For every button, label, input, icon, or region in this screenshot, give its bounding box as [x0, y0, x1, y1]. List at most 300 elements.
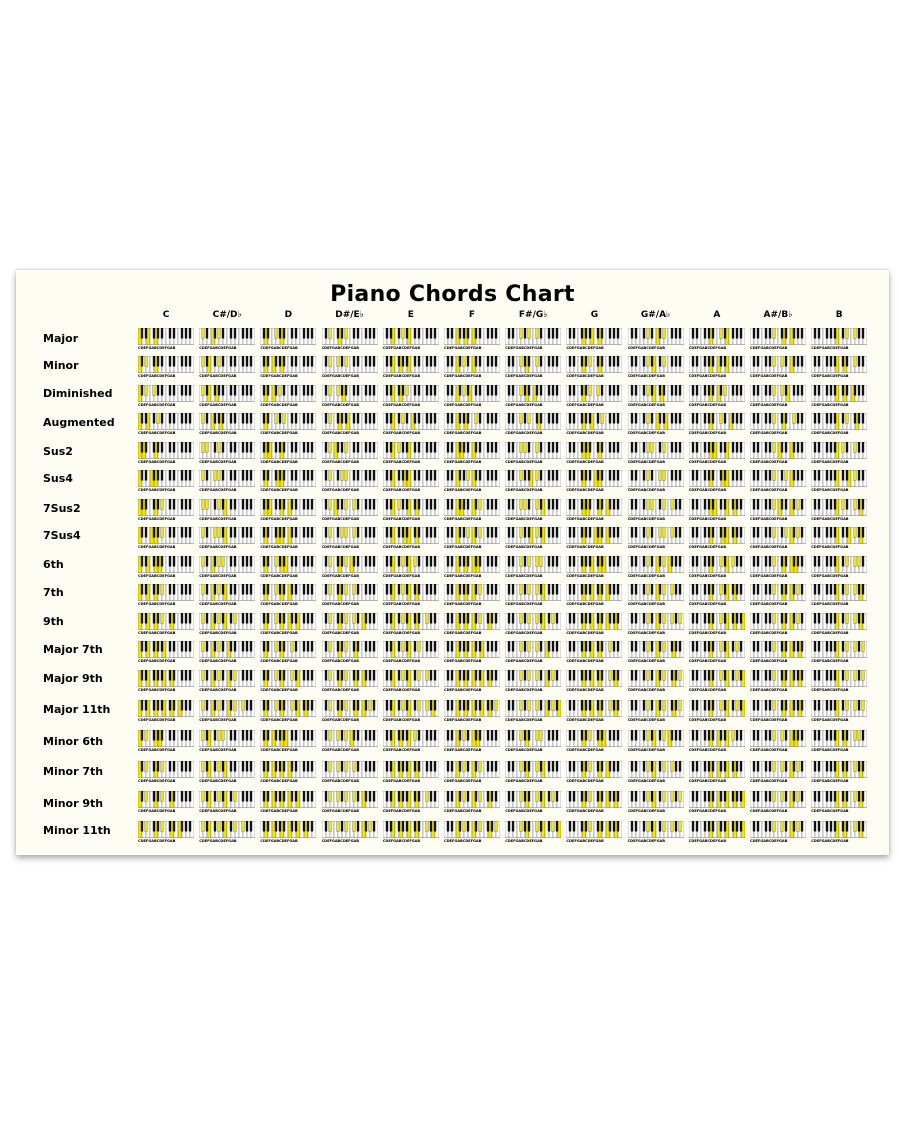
pressed-black-key — [646, 499, 648, 510]
note-names: CDEFGABCDEFGAB — [260, 659, 298, 663]
black-key — [250, 356, 252, 367]
black-key — [613, 499, 615, 510]
black-key — [846, 442, 848, 453]
black-key — [757, 730, 759, 741]
black-key — [830, 442, 832, 453]
black-key — [459, 584, 461, 595]
black-key — [234, 442, 236, 453]
note-names: CDEFGABCDEFGAB — [138, 460, 176, 464]
black-key — [858, 584, 860, 595]
black-key — [263, 556, 265, 567]
keyboard-diagram — [505, 584, 561, 601]
note-names: CDEFGABCDEFGAB — [811, 602, 849, 606]
black-key — [336, 700, 338, 711]
black-key — [650, 584, 652, 595]
pressed-black-key — [520, 356, 522, 367]
black-key — [390, 556, 392, 567]
black-key — [406, 700, 408, 711]
black-key — [617, 670, 619, 681]
black-key — [283, 761, 285, 772]
note-names: CDEFGABCDEFGAB — [505, 718, 543, 722]
chord-keyboard — [750, 527, 806, 549]
pressed-black-key — [720, 556, 722, 567]
black-key — [169, 385, 171, 396]
pressed-black-key — [479, 527, 481, 538]
black-key — [418, 470, 420, 481]
black-key — [169, 442, 171, 453]
black-key — [785, 730, 787, 741]
black-key — [181, 499, 183, 510]
black-key — [552, 356, 554, 367]
note-names: CDEFGABCDEFGAB — [138, 718, 176, 722]
black-key — [451, 356, 453, 367]
black-key — [368, 730, 370, 741]
black-key — [508, 556, 510, 567]
black-key — [495, 584, 497, 595]
black-key — [674, 613, 676, 624]
black-key — [283, 499, 285, 510]
black-key — [834, 641, 836, 652]
chord-keyboard — [321, 670, 378, 692]
chord-keyboard — [260, 499, 316, 521]
black-key — [613, 356, 615, 367]
black-key — [581, 328, 583, 339]
pressed-black-key — [520, 700, 522, 711]
note-names: CDEFGABCDEFGAB — [750, 403, 788, 407]
black-key — [434, 385, 436, 396]
black-key — [658, 356, 660, 367]
black-key — [307, 356, 309, 367]
black-key — [753, 527, 755, 538]
keyboard-diagram — [138, 670, 194, 687]
black-key — [364, 584, 366, 595]
note-names: CDEFGABCDEFGAB — [688, 374, 727, 378]
note-names: CDEFGABCDEFGAB — [444, 688, 482, 692]
chord-type-label: Minor 9th — [43, 797, 104, 810]
black-key — [589, 584, 591, 595]
black-key — [678, 730, 680, 741]
black-key — [430, 556, 432, 567]
black-key — [352, 442, 354, 453]
black-key — [491, 328, 493, 339]
black-key — [630, 527, 632, 538]
black-key — [740, 700, 742, 711]
black-key — [589, 442, 591, 453]
pressed-black-key — [398, 499, 400, 510]
black-key — [324, 670, 326, 681]
pressed-black-key — [218, 613, 220, 624]
chord-keyboard — [199, 356, 255, 378]
pressed-black-key — [402, 556, 404, 567]
black-key — [434, 556, 436, 567]
black-key — [390, 584, 392, 595]
pressed-black-key — [662, 584, 664, 595]
black-key — [153, 413, 155, 424]
black-key — [406, 470, 408, 481]
black-key — [613, 385, 615, 396]
black-key — [732, 527, 734, 538]
black-key — [609, 527, 611, 538]
keyboard-diagram — [628, 527, 684, 544]
black-key — [740, 385, 742, 396]
black-key — [818, 730, 820, 741]
black-key — [250, 613, 252, 624]
black-key — [467, 413, 469, 424]
chord-keyboard — [750, 584, 806, 606]
black-key — [569, 527, 571, 538]
black-key — [372, 670, 374, 681]
black-key — [740, 641, 742, 652]
black-key — [862, 730, 864, 741]
chord-keyboard — [199, 613, 255, 635]
black-key — [842, 413, 844, 424]
black-key — [826, 385, 828, 396]
pressed-black-key — [145, 730, 147, 741]
black-key — [222, 613, 224, 624]
black-key — [398, 556, 400, 567]
note-names: CDEFGABCDEFGAB — [382, 517, 421, 521]
black-key — [398, 641, 400, 652]
black-key — [692, 584, 694, 595]
black-key — [524, 670, 526, 681]
keyboard-diagram — [505, 442, 561, 459]
black-key — [753, 556, 755, 567]
keyboard-diagram — [138, 761, 194, 778]
black-key — [189, 413, 191, 424]
black-key — [145, 641, 147, 652]
black-key — [540, 328, 542, 339]
black-key — [390, 385, 392, 396]
pressed-black-key — [773, 385, 775, 396]
note-names: CDEFGABCDEFGAB — [260, 460, 298, 464]
black-key — [708, 328, 710, 339]
black-key — [724, 328, 726, 339]
pressed-black-key — [736, 700, 738, 711]
black-key — [222, 761, 224, 772]
black-key — [418, 730, 420, 741]
black-key — [356, 670, 358, 681]
note-names: CDEFGABCDEFGAB — [505, 346, 543, 350]
black-key — [242, 470, 244, 481]
black-key — [214, 556, 216, 567]
black-key — [283, 527, 285, 538]
black-key — [585, 700, 587, 711]
black-key — [402, 499, 404, 510]
note-names: CDEFGABCDEFGAB — [627, 488, 665, 492]
keyboard-diagram — [566, 328, 622, 345]
black-key — [145, 584, 147, 595]
black-key — [585, 556, 587, 567]
black-key — [826, 670, 828, 681]
black-key — [479, 556, 481, 567]
black-key — [732, 470, 734, 481]
chord-keyboard — [260, 641, 316, 663]
black-key — [753, 470, 755, 481]
pressed-black-key — [732, 730, 734, 741]
keyboard-diagram — [566, 385, 622, 402]
pressed-black-key — [467, 527, 469, 538]
black-key — [364, 527, 366, 538]
black-key — [569, 328, 571, 339]
note-names: CDEFGABCDEFGAB — [138, 346, 176, 350]
pressed-black-key — [328, 413, 330, 424]
black-key — [414, 613, 416, 624]
black-key — [185, 442, 187, 453]
black-key — [834, 556, 836, 567]
black-key — [548, 584, 550, 595]
black-key — [398, 700, 400, 711]
black-key — [846, 730, 848, 741]
black-key — [692, 442, 694, 453]
pressed-black-key — [536, 641, 538, 652]
chord-keyboard — [811, 641, 867, 663]
keyboard-diagram — [505, 470, 561, 487]
pressed-black-key — [328, 700, 330, 711]
black-key — [467, 328, 469, 339]
black-key — [508, 328, 510, 339]
keyboard-diagram — [260, 499, 316, 516]
chord-keyboard — [688, 413, 745, 435]
black-key — [479, 385, 481, 396]
black-key — [356, 761, 358, 772]
black-key — [475, 670, 477, 681]
keyboard-diagram — [138, 613, 194, 630]
black-key — [556, 584, 558, 595]
black-key — [642, 385, 644, 396]
black-key — [814, 730, 816, 741]
keyboard-diagram — [444, 700, 500, 717]
black-key — [781, 328, 783, 339]
black-key — [540, 641, 542, 652]
black-key — [263, 385, 265, 396]
black-key — [814, 700, 816, 711]
black-key — [157, 328, 159, 339]
keyboard-diagram — [383, 670, 439, 687]
chord-keyboard — [444, 527, 500, 549]
black-key — [613, 328, 615, 339]
black-key — [356, 700, 358, 711]
black-key — [757, 356, 759, 367]
black-key — [732, 499, 734, 510]
black-key — [601, 700, 603, 711]
note-names: CDEFGABCDEFGAB — [505, 431, 543, 435]
black-key — [479, 442, 481, 453]
black-key — [250, 385, 252, 396]
note-names: CDEFGABCDEFGAB — [260, 718, 298, 722]
black-key — [495, 527, 497, 538]
black-key — [250, 700, 252, 711]
black-key — [368, 470, 370, 481]
black-key — [214, 730, 216, 741]
black-key — [670, 328, 672, 339]
black-key — [769, 556, 771, 567]
black-key — [830, 470, 832, 481]
black-key — [463, 641, 465, 652]
black-key — [720, 356, 722, 367]
black-key — [336, 499, 338, 510]
black-key — [642, 670, 644, 681]
black-key — [426, 730, 428, 741]
keyboard-diagram — [322, 442, 378, 459]
pressed-black-key — [846, 670, 848, 681]
note-names: CDEFGABCDEFGAB — [444, 431, 482, 435]
black-key — [581, 470, 583, 481]
keyboard-diagram — [138, 641, 194, 658]
black-key — [512, 730, 514, 741]
chord-keyboard — [199, 385, 255, 407]
pressed-black-key — [328, 356, 330, 367]
black-key — [712, 442, 714, 453]
pressed-black-key — [520, 584, 522, 595]
black-key — [556, 499, 558, 510]
keyboard-diagram — [566, 584, 622, 601]
black-key — [678, 385, 680, 396]
black-key — [585, 584, 587, 595]
black-key — [757, 670, 759, 681]
keyboard-diagram — [199, 700, 255, 717]
black-key — [161, 442, 163, 453]
chord-keyboard — [505, 413, 561, 435]
black-key — [862, 527, 864, 538]
keyboard-diagram — [444, 442, 500, 459]
pressed-black-key — [854, 356, 856, 367]
black-key — [753, 413, 755, 424]
black-key — [356, 584, 358, 595]
black-key — [552, 527, 554, 538]
chord-keyboard — [505, 670, 561, 692]
keyboard-diagram — [566, 641, 622, 658]
black-key — [712, 356, 714, 367]
black-key — [386, 442, 388, 453]
note-names: CDEFGABCDEFGAB — [199, 602, 237, 606]
black-key — [447, 670, 449, 681]
note-names: CDEFGABCDEFGAB — [505, 602, 543, 606]
black-key — [846, 356, 848, 367]
black-key — [324, 700, 326, 711]
black-key — [234, 499, 236, 510]
chord-keyboard — [688, 556, 745, 578]
black-key — [720, 527, 722, 538]
black-key — [307, 385, 309, 396]
black-key — [830, 670, 832, 681]
note-names: CDEFGABCDEFGAB — [444, 574, 482, 578]
pressed-black-key — [426, 613, 428, 624]
black-key — [307, 670, 309, 681]
note-names: CDEFGABCDEFGAB — [750, 688, 788, 692]
black-key — [696, 527, 698, 538]
black-key — [340, 556, 342, 567]
note-names: CDEFGABCDEFGAB — [811, 631, 849, 635]
keyboard-diagram — [383, 556, 439, 573]
note-names: CDEFGABCDEFGAB — [138, 574, 176, 578]
black-key — [250, 670, 252, 681]
keyboard-diagram — [444, 730, 500, 747]
keyboard-diagram — [689, 730, 745, 747]
note-names: CDEFGABCDEFGAB — [688, 602, 727, 606]
black-key — [447, 527, 449, 538]
black-key — [818, 356, 820, 367]
black-key — [630, 641, 632, 652]
chord-keyboard — [566, 556, 622, 578]
black-key — [463, 556, 465, 567]
black-key — [609, 413, 611, 424]
black-key — [630, 470, 632, 481]
black-key — [185, 761, 187, 772]
chord-keyboard — [138, 730, 194, 752]
pressed-black-key — [214, 470, 216, 481]
black-key — [597, 527, 599, 538]
pressed-black-key — [536, 613, 538, 624]
chord-keyboard — [444, 584, 500, 606]
black-key — [303, 413, 305, 424]
note-names: CDEFGABCDEFGAB — [382, 602, 421, 606]
chord-keyboard — [444, 700, 500, 722]
black-key — [524, 556, 526, 567]
black-key — [658, 328, 660, 339]
black-key — [801, 556, 803, 567]
black-key — [801, 442, 803, 453]
black-key — [781, 613, 783, 624]
black-key — [581, 413, 583, 424]
keyboard-diagram — [689, 641, 745, 658]
keyboard-diagram — [628, 413, 684, 430]
black-key — [406, 641, 408, 652]
black-key — [696, 356, 698, 367]
note-names: CDEFGABCDEFGAB — [566, 602, 604, 606]
black-key — [222, 527, 224, 538]
black-key — [548, 613, 550, 624]
pressed-black-key — [646, 527, 648, 538]
black-key — [390, 641, 392, 652]
black-key — [826, 499, 828, 510]
keyboard-diagram — [811, 730, 867, 747]
keyboard-diagram — [566, 730, 622, 747]
black-key — [145, 613, 147, 624]
black-key — [696, 613, 698, 624]
black-key — [267, 442, 269, 453]
black-key — [169, 700, 171, 711]
black-key — [674, 700, 676, 711]
black-key — [430, 730, 432, 741]
black-key — [658, 613, 660, 624]
black-key — [830, 328, 832, 339]
chord-keyboard — [260, 761, 316, 783]
chord-keyboard — [750, 385, 806, 407]
black-key — [352, 356, 354, 367]
chord-keyboard — [811, 527, 867, 549]
black-key — [153, 761, 155, 772]
black-key — [307, 761, 309, 772]
black-key — [793, 442, 795, 453]
black-key — [234, 470, 236, 481]
black-key — [390, 328, 392, 339]
black-key — [214, 328, 216, 339]
chord-keyboard — [505, 385, 561, 407]
pressed-black-key — [328, 328, 330, 339]
pressed-black-key — [161, 613, 163, 624]
black-key — [573, 385, 575, 396]
pressed-black-key — [520, 613, 522, 624]
chord-keyboard — [688, 328, 745, 350]
column-header: A — [713, 310, 721, 320]
chord-keyboard — [199, 556, 255, 578]
black-key — [589, 413, 591, 424]
black-key — [569, 413, 571, 424]
keyboard-diagram — [689, 413, 745, 430]
black-key — [173, 470, 175, 481]
chord-type-label: 7th — [43, 586, 64, 599]
note-names: CDEFGABCDEFGAB — [688, 574, 727, 578]
